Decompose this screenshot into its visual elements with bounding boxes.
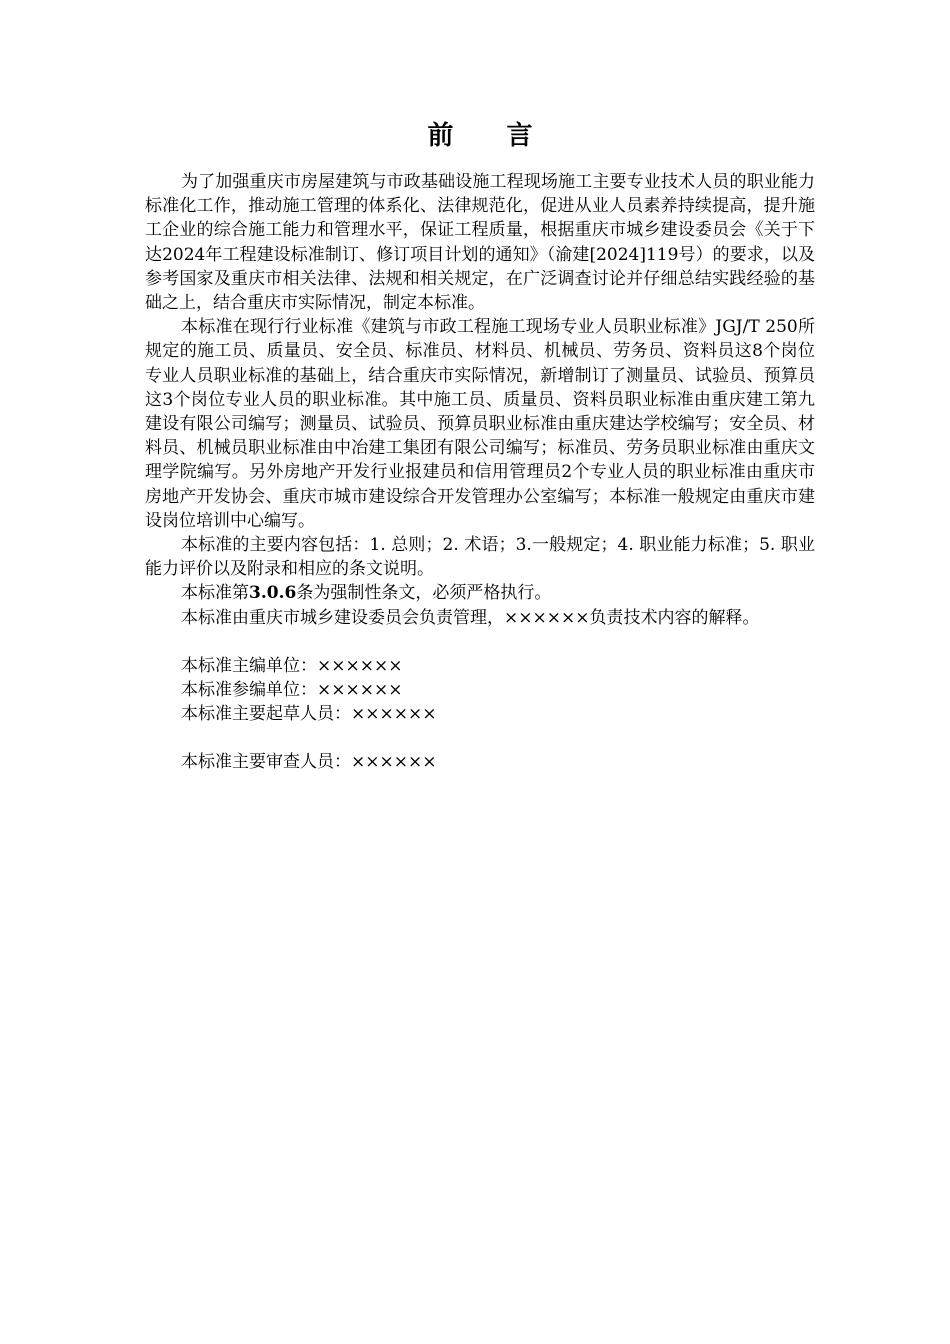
spacer bbox=[145, 630, 815, 654]
chief-unit: 本标准主编单位：×××××× bbox=[181, 655, 403, 676]
drafters: 本标准主要起草人员：×××××× bbox=[181, 704, 437, 725]
page-title: 前 言 bbox=[427, 121, 555, 151]
spacer bbox=[145, 726, 815, 750]
reviewers: 本标准主要审查人员：×××××× bbox=[181, 752, 437, 773]
paragraph-scope: 本标准在现行行业标准《建筑与市政工程施工现场专业人员职业标准》JGJ/T 250所规定的施工员、质量员、安全员、标准员、材料员、机械员、劳务员、资料员这8个岗位专业人员职业标准的基础上，结合重庆市实际情况，新增制订了测量员、试验员、预算员这3个岗位专业人员的职业标准。其中施工员、质量员、资料员职业标准由重庆建工第九建设有限公司编写；测量员、试验员、预算员职业标准由重庆建达学校编写；安全员、材料员、机械员职业标准由中冶建工集团有限公司编写；标准员、劳务员职业标准由重庆文理学院编写。另外房地产开发行业报建员和信用管理员2个专业人员的职业标准由重庆市房地产开发协会、重庆市城市建设综合开发管理办公室编写；本标准一般规定由重庆市建设岗位培训中心编写。 bbox=[145, 317, 815, 531]
paragraph-contents: 本标准的主要内容包括：1. 总则；2. 术语；3.一般规定；4. 职业能力标准；5. 职业能力评价以及附录和相应的条文说明。 bbox=[145, 535, 815, 580]
document-page bbox=[145, 118, 815, 775]
participating-unit: 本标准参编单位：×××××× bbox=[181, 680, 403, 701]
paragraph-mandatory bbox=[145, 581, 815, 605]
mandatory-prefix: 本标准第 bbox=[181, 583, 249, 604]
mandatory-clause: 3.0.6 bbox=[249, 583, 297, 604]
mandatory-suffix: 条为强制性条文，必须严格执行。 bbox=[296, 583, 552, 604]
paragraph-purpose: 为了加强重庆市房屋建筑与市政基础设施工程现场施工主要专业技术人员的职业能力标准化工作，推动施工管理的体系化、法律规范化，促进从业人员素养持续提高，提升施工企业的综合施工能力和管理水平，保证工程质量，根据重庆市城乡建设委员会《关于下达2024年工程建设标准制订、修订项目计划的通知》（渝建[2024]119号）的要求，以及参考国家及重庆市相关法律、法规和相关规定，在广泛调查讨论并仔细总结实践经验的基础之上，结合重庆市实际情况，制定本标准。 bbox=[145, 172, 815, 314]
paragraph-management: 本标准由重庆市城乡建设委员会负责管理，××××××负责技术内容的解释。 bbox=[181, 607, 760, 628]
